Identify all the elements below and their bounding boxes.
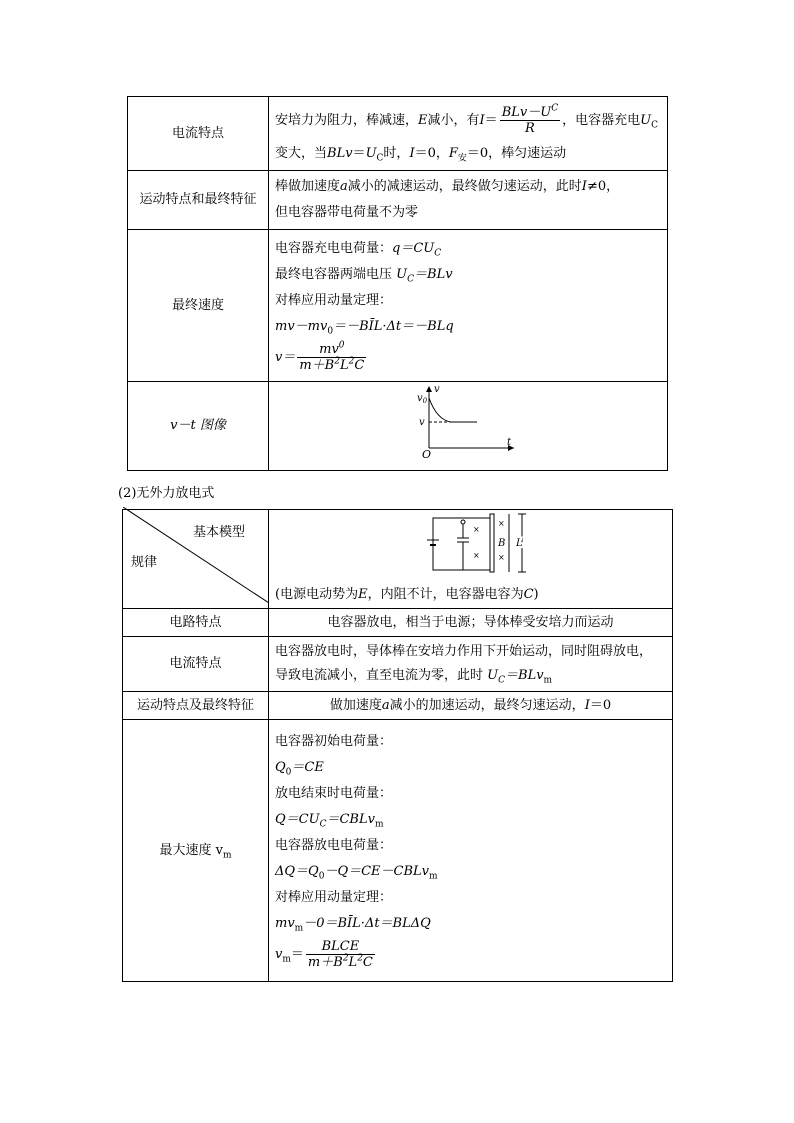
field-B-label: B <box>498 538 506 549</box>
row-label: 电路特点 <box>123 609 269 637</box>
row-content: 安培力为阻力，棒减速，E减小，有I＝ $\frac{BLv-U^C}{R}$ ，电容器充电$U_C$ 变大，当$BLv=U_C$时，I＝0，$F_安=0$，棒匀速运动 <box>269 97 668 171</box>
section-subtitle: (2)无外力放电式 <box>118 486 215 501</box>
row-label: 电流特点 <box>128 97 269 171</box>
model-caption: (电源电动势为E，内阻不计，电容器电容为C) <box>275 587 539 602</box>
t-axis-label: t <box>507 437 512 448</box>
header-model: 基本模型 <box>193 525 246 540</box>
row-content: 电容器充电电荷量：$q=CU_C$ 最终电容器两端电压 $U_C=BLv$ 对棒应用动量定理： $mv-mv_0=-BĪL\cdot\Delta t=-BLq$ v＝ $\frac{mv^0}{m+B^2L^2C}$ <box>269 230 668 382</box>
origin-label: O <box>422 448 432 460</box>
row-content <box>269 382 668 471</box>
table-header-row <box>123 510 673 609</box>
length-L-label: L <box>516 538 523 549</box>
diagonal-header <box>123 510 269 609</box>
svg-text:×: × <box>473 525 480 534</box>
row-content: 电容器初始电荷量： $Q_0=CE$ 放电结束时电荷量： $Q=CU_C=CBLv_m$ 电容器放电电荷量： $\Delta Q=Q_0-Q=CE-CBLv_m$ 对棒应用动量定理： $mv_m-0=BĪL\cdot\Delta t=BL\Delta Q$ $v_m=$ $\frac{\text{BLCE}}{m+B^2L^2C}$ <box>269 720 673 982</box>
row-label: 电流特点 <box>123 637 269 692</box>
row-label: 运动特点和最终特征 <box>128 171 269 230</box>
v-final-label: v <box>419 417 425 428</box>
current-fraction: $\frac{BLv-U^C}{R}$ <box>501 103 559 136</box>
v-axis-label: v <box>434 384 440 395</box>
table-row <box>123 637 673 692</box>
v-t-graph <box>269 382 668 460</box>
row-label: v－t 图像 <box>128 382 269 471</box>
max-velocity-fraction: $\frac{\text{BLCE}}{m+B^2L^2C}$ <box>307 938 373 970</box>
row-content: 电容器放电，相当于电源；导体棒受安培力而运动 <box>269 609 673 637</box>
v0-label: $v_0$ <box>417 393 428 405</box>
row-label: 运动特点及最终特征 <box>123 692 269 720</box>
final-velocity-fraction: $\frac{mv^0}{m+B^2L^2C}$ <box>299 340 365 373</box>
row-label: 最终速度 <box>128 230 269 382</box>
table-discharge-mode <box>122 509 673 982</box>
table-row <box>123 609 673 637</box>
svg-text:×: × <box>498 553 505 562</box>
row-content: 做加速度a减小的加速运动，最终匀速运动，I＝0 <box>269 692 673 720</box>
header-rule: 规律 <box>131 555 158 570</box>
row-content: 电容器放电时，导体棒在安培力作用下开始运动，同时阻碍放电， 导致电流减小，直至电流为零，此时 $U_C=BLv_m$ <box>269 637 673 692</box>
table-row <box>128 171 668 230</box>
svg-text:×: × <box>473 551 480 560</box>
table-row <box>123 692 673 720</box>
table-charge-mode <box>127 96 668 471</box>
row-label: 最大速度 $v_m$ <box>123 720 269 982</box>
model-cell <box>269 510 673 609</box>
table-row <box>128 382 668 471</box>
table-row <box>123 720 673 982</box>
circuit-figure <box>275 512 667 574</box>
table-row <box>128 230 668 382</box>
table-row <box>128 97 668 171</box>
row-content: 棒做加速度a减小的减速运动，最终做匀速运动，此时I≠0， 但电容器带电荷量不为零 <box>269 171 668 230</box>
svg-text:×: × <box>498 519 505 528</box>
